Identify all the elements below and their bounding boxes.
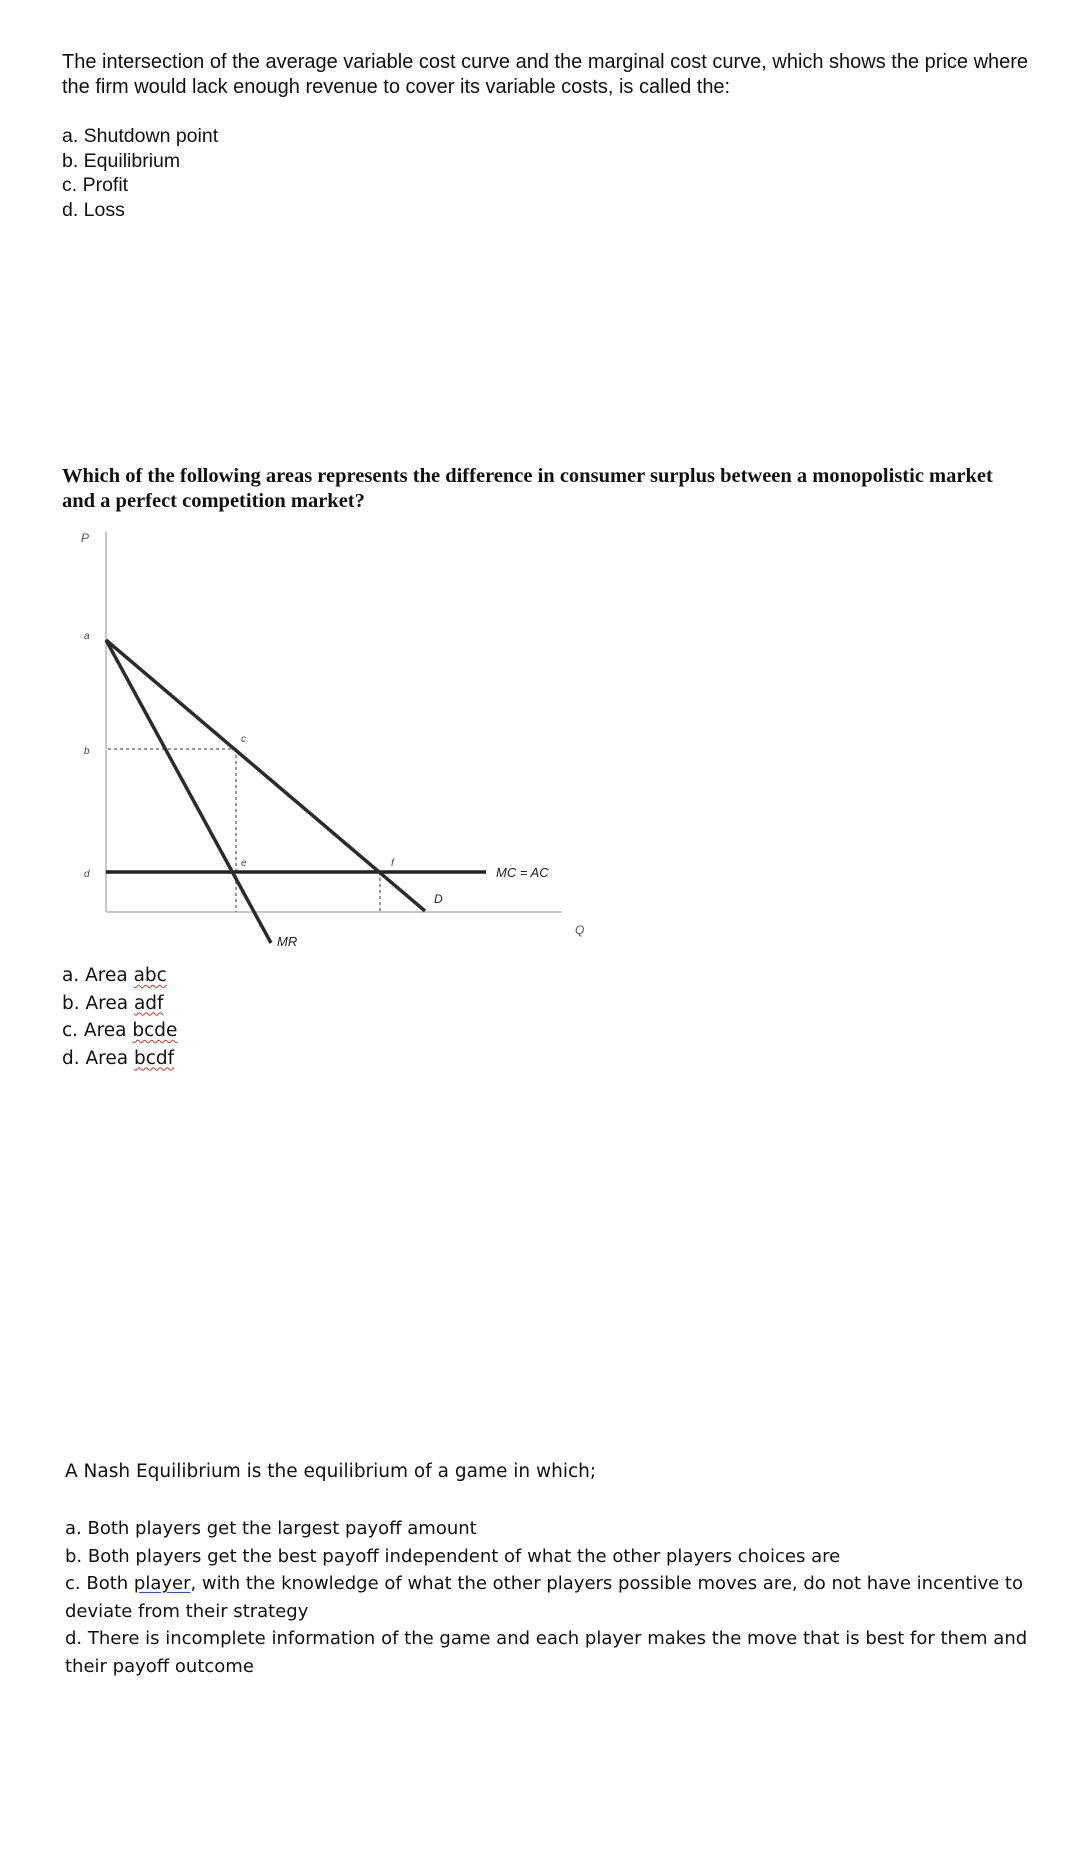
question-2-options [62, 962, 177, 1072]
label-b: b [84, 746, 90, 757]
q3-option-d: d. There is incomplete information of the game and each player makes the move that is best for them and their payoff outcome [65, 1628, 1028, 1677]
label-c: c [241, 734, 246, 745]
question-3-text: A Nash Equilibrium is the equilibrium of a game in which; [65, 1461, 597, 1482]
question-3-options [65, 1515, 1055, 1680]
label-e: e [241, 858, 247, 869]
q3-option-c: c. Both player, with the knowledge of what the other players possible moves are, do not have incentive to deviate from their strategy [65, 1573, 1023, 1622]
q2-option-b: b. Area adf [62, 992, 164, 1014]
label-d: d [84, 869, 90, 880]
q2-option-d: d. Area bcdf [62, 1047, 175, 1069]
q3-option-a: a. Both players get the largest payoff amount [65, 1518, 477, 1539]
mr-label: MR [277, 934, 298, 949]
label-f: f [391, 858, 394, 869]
q1-option-d: d. Loss [62, 198, 125, 221]
q1-option-c: c. Profit [62, 174, 129, 196]
q1-option-b: b. Equilibrium [62, 149, 181, 172]
q3-option-b: b. Both players get the best payoff independent of what the other players choices are [65, 1545, 841, 1567]
q1-option-a: a. Shutdown point [62, 125, 219, 147]
mr-curve [106, 640, 271, 943]
q2-option-a: a. Area abc [62, 965, 167, 986]
question-1-text: The intersection of the average variable cost curve and the marginal cost curve, which shows the price where the firm would lack enough revenue to cover its variable costs, is called the: [62, 51, 1029, 98]
x-axis-label: Q [575, 923, 585, 937]
q2-option-c: c. Area bcde [62, 1020, 178, 1041]
question-2-text: Which of the following areas represents the difference in consumer surplus between a monopolistic market and a perfect competition market? [62, 465, 993, 512]
y-axis-label: P [81, 531, 90, 545]
mc-ac-label: MC = AC [496, 865, 549, 880]
demand-label: D [434, 892, 443, 906]
label-a: a [84, 631, 90, 642]
